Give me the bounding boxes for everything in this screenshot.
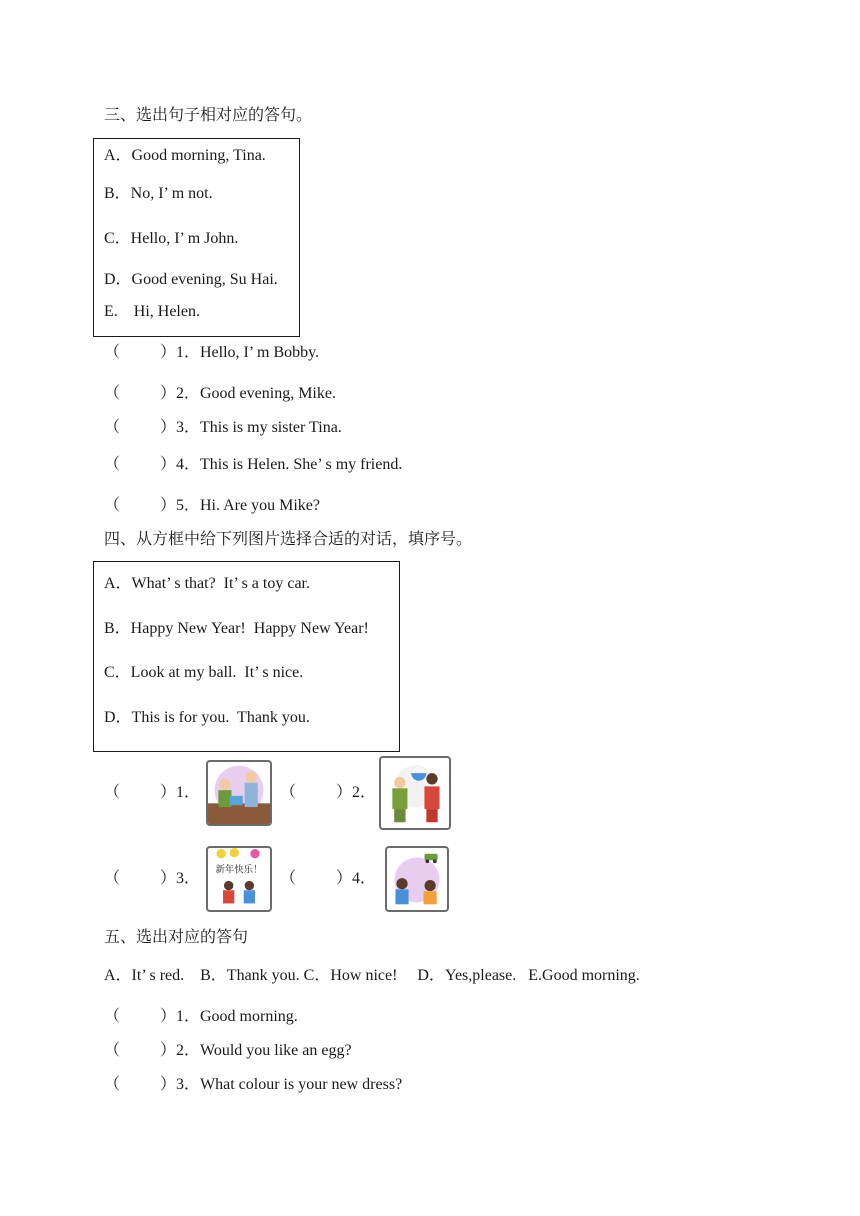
picture-gift-giving <box>206 760 272 826</box>
section3-question-5: （ ）5．Hi. Are you Mike? <box>104 497 320 514</box>
section4-question-3: （ ）3． <box>104 870 201 887</box>
section5-question-2: （ ）2．Would you like an egg? <box>104 1042 352 1059</box>
section3-question-4: （ ）4．This is Helen. She’ s my friend. <box>104 456 403 473</box>
picture-new-year <box>206 846 272 912</box>
new-year-banner-text: 新年快乐！ <box>215 864 263 876</box>
section3-question-3: （ ）3．This is my sister Tina. <box>104 419 342 436</box>
section3-option-e: E. Hi, Helen. <box>104 303 200 320</box>
section4-question-4: （ ）4． <box>280 870 377 887</box>
section3-heading: 三、选出句子相对应的答句。 <box>104 107 313 124</box>
picture-toy-car <box>385 846 449 912</box>
section4-question-1: （ ）1． <box>104 784 201 801</box>
section4-option-a: A．What’ s that? It’ s a toy car. <box>104 575 311 592</box>
section5-question-1: （ ）1．Good morning. <box>104 1008 298 1025</box>
section3-option-c: C．Hello, I’ m John. <box>104 230 239 247</box>
section4-option-b: B．Happy New Year! Happy New Year! <box>104 620 369 637</box>
section3-option-d: D．Good evening, Su Hai. <box>104 271 278 288</box>
section3-question-2: （ ）2．Good evening, Mike. <box>104 385 336 402</box>
section4-question-2: （ ）2． <box>280 784 377 801</box>
section3-option-a: A．Good morning, Tina. <box>104 147 266 164</box>
section4-heading: 四、从方框中给下列图片选择合适的对话，填序号。 <box>104 531 473 548</box>
section3-option-b: B．No, I’ m not. <box>104 185 213 202</box>
section4-option-d: D．This is for you. Thank you. <box>104 709 310 726</box>
section5-heading: 五、选出对应的答句 <box>104 929 249 946</box>
section4-option-c: C．Look at my ball. It’ s nice. <box>104 664 304 681</box>
picture-ball <box>379 756 451 830</box>
section3-question-1: （ ）1．Hello, I’ m Bobby. <box>104 344 320 361</box>
section5-question-3: （ ）3．What colour is your new dress? <box>104 1076 403 1093</box>
section5-options-line: A．It’ s red. B．Thank you. C．How nice! D．Yes,please. E.Good morning. <box>104 967 640 984</box>
